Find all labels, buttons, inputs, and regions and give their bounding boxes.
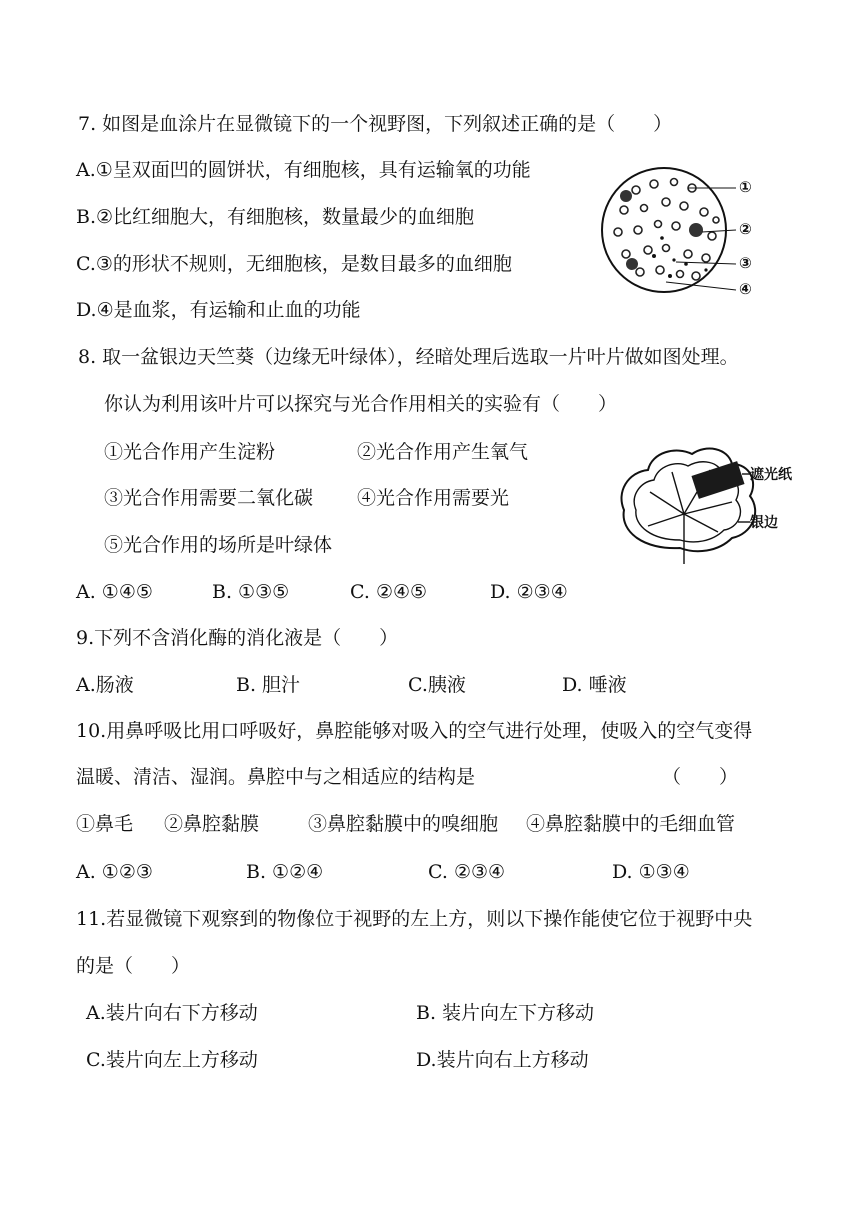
q10-item-2: ②鼻腔黏膜 — [164, 813, 260, 835]
leaf-label-paper: 遮光纸 — [750, 467, 792, 483]
q8-option-d: D. ②③④ — [490, 581, 568, 603]
q7-option-d: D.④是血浆，有运输和止血的功能 — [76, 299, 361, 321]
q11-stem-continued: 的是（ ） — [76, 955, 191, 977]
q10-option-d: D. ①③④ — [612, 861, 690, 883]
q10-option-b: B. ①②④ — [246, 861, 324, 883]
q8-option-b: B. ①③⑤ — [212, 581, 290, 603]
q9-option-b: B. 胆汁 — [236, 674, 301, 696]
q8-item-3: ③光合作用需要二氧化碳 — [104, 487, 314, 509]
q10-item-4: ④鼻腔黏膜中的毛细血管 — [526, 813, 736, 835]
q7-option-a: A.①呈双面凹的圆饼状，有细胞核，具有运输氧的功能 — [76, 159, 531, 181]
q11-stem: 11.若显微镜下观察到的物像位于视野的左上方，则以下操作能使它位于视野中央 — [76, 908, 753, 930]
q8-item-5: ⑤光合作用的场所是叶绿体 — [104, 534, 333, 556]
q9-option-d: D. 唾液 — [562, 674, 627, 696]
q8-item-4: ④光合作用需要光 — [357, 487, 510, 509]
q10-item-3: ③鼻腔黏膜中的嗅细胞 — [308, 813, 499, 835]
q7-option-c: C.③的形状不规则，无细胞核，是数目最多的血细胞 — [76, 253, 512, 275]
q9-stem: 9.下列不含消化酶的消化液是（ ） — [76, 627, 399, 649]
q10-option-c: C. ②③④ — [428, 861, 506, 883]
q10-option-a: A. ①②③ — [76, 861, 153, 883]
q11-option-a: A.装片向右下方移动 — [86, 1002, 258, 1024]
q7-stem: 7. 如图是血涂片在显微镜下的一个视野图，下列叙述正确的是（ ） — [78, 113, 673, 135]
leaf-figure — [614, 442, 804, 566]
blood-label-4: ④ — [739, 280, 752, 298]
q8-stem: 8. 取一盆银边天竺葵（边缘无叶绿体），经暗处理后选取一片叶片做如图处理。 — [78, 346, 739, 368]
leaf-label-edge: 银边 — [750, 515, 778, 531]
blood-smear-figure — [596, 160, 766, 300]
blood-label-3: ③ — [739, 254, 752, 272]
q10-stem: 10.用鼻呼吸比用口呼吸好，鼻腔能够对吸入的空气进行处理，使吸入的空气变得 — [76, 720, 753, 742]
q11-option-b: B. 装片向左下方移动 — [416, 1002, 595, 1024]
q10-answer-paren: （ ） — [662, 766, 739, 788]
blood-label-1: ① — [739, 178, 752, 196]
q7-option-b: B.②比红细胞大，有细胞核，数量最少的血细胞 — [76, 206, 475, 228]
q11-option-d: D.装片向右上方移动 — [416, 1049, 589, 1071]
q10-item-1: ①鼻毛 — [76, 813, 134, 835]
q8-stem-continued: 你认为利用该叶片可以探究与光合作用相关的实验有（ ） — [104, 393, 618, 415]
q8-item-1: ①光合作用产生淀粉 — [104, 441, 276, 463]
q9-option-a: A.肠液 — [76, 674, 134, 696]
q8-item-2: ②光合作用产生氧气 — [357, 441, 529, 463]
q10-stem-continued: 温暖、清洁、湿润。鼻腔中与之相适应的结构是 — [76, 766, 476, 788]
q8-option-c: C. ②④⑤ — [350, 581, 428, 603]
q11-option-c: C.装片向左上方移动 — [86, 1049, 258, 1071]
q8-option-a: A. ①④⑤ — [76, 581, 153, 603]
blood-label-2: ② — [739, 220, 752, 238]
q9-option-c: C.胰液 — [408, 674, 466, 696]
